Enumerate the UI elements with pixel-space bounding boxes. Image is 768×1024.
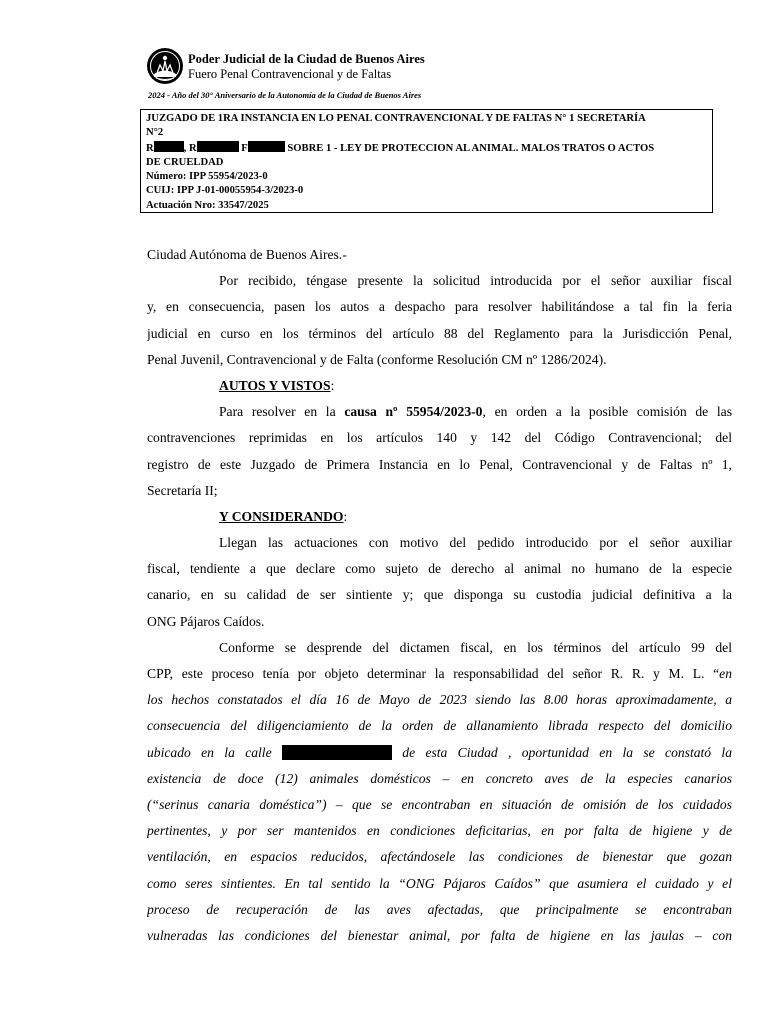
quoted-line: proceso de recuperación de las aves afectadas, que principalmente se encontraban bbox=[147, 901, 732, 917]
body-line: registro de este Juzgado de Primera Instancia en lo Penal, Contravencional y de Faltas nº 1, bbox=[147, 456, 732, 472]
case-number: Número: IPP 55954/2023-0 bbox=[146, 171, 268, 183]
quoted-text: en bbox=[719, 666, 732, 681]
redaction-bar bbox=[154, 141, 184, 152]
place-line: Ciudad Autónoma de Buenos Aires.- bbox=[147, 247, 347, 262]
institution-name: Poder Judicial de la Ciudad de Buenos Aires bbox=[188, 52, 425, 66]
text-run: ubicado en la calle bbox=[147, 744, 282, 760]
cuij-number: CUIJ: IPP J-01-00055954-3/2023-0 bbox=[146, 185, 304, 197]
body-line: Por recibido, téngase presente la solicitud introducida por el señor auxiliar fiscal bbox=[219, 273, 732, 289]
quoted-line: consecuencia del diligenciamiento de la orden de allanamiento librada respecto del domicilio bbox=[147, 718, 732, 734]
party-initial-1: R bbox=[146, 142, 154, 154]
body-line: Conforme se desprende del dictamen fiscal, en los términos del artículo 99 del bbox=[219, 639, 732, 655]
body-line bbox=[147, 661, 732, 687]
heading-colon: : bbox=[330, 377, 335, 393]
city-seal-icon bbox=[146, 47, 184, 85]
section-heading-considerando: Y CONSIDERANDO bbox=[219, 508, 344, 524]
redaction-bar bbox=[248, 141, 285, 152]
body-line: Penal Juvenil, Contravencional y de Falta (conforme Resolución CM nº 1286/2024). bbox=[147, 351, 607, 367]
autos-heading-line bbox=[147, 373, 732, 399]
body-line bbox=[147, 399, 732, 425]
body-line: Llegan las actuaciones con motivo del pedido introducido por el señor auxiliar bbox=[219, 535, 732, 551]
section-heading-autos: AUTOS Y VISTOS bbox=[219, 377, 331, 393]
body-line: fiscal, tendiente a que declare como sujeto de derecho al animal no humano de la especie bbox=[147, 561, 732, 577]
quoted-line bbox=[147, 740, 732, 766]
subject-line-1: SOBRE 1 - LEY DE PROTECCION AL ANIMAL. MALOS TRATOS O ACTOS bbox=[287, 142, 655, 154]
party-initial-2: , R bbox=[183, 142, 197, 154]
parties-line bbox=[146, 141, 707, 156]
body-line: Secretaría II; bbox=[147, 482, 218, 498]
quoted-line: vulneradas las condiciones del bienestar animal, por falta de higiene en las jaulas – con bbox=[147, 927, 732, 943]
redaction-bar bbox=[282, 745, 392, 760]
subject-line-2: DE CRUELDAD bbox=[146, 156, 224, 168]
text-run: , en orden a la posible comisión de las bbox=[482, 404, 732, 420]
body-line: ONG Pájaros Caídos. bbox=[147, 613, 265, 629]
body-line: contravenciones reprimidas en los artículos 140 y 142 del Código Contravencional; del bbox=[147, 430, 732, 446]
quoted-line: pertinentes, y por ser mantenidos en condiciones deficitarias, en por falta de higiene y de bbox=[147, 823, 732, 839]
body-line: judicial en curso en los términos del artículo 88 del Reglamento para la Jurisdicción Penal, bbox=[147, 325, 732, 341]
text-run: CPP, este proceso tenía por objeto determinar la responsabilidad del señor R. R. y M. L. “ bbox=[147, 666, 720, 681]
anniversary-motto: 2024 - Año del 30° Aniversario de la Autonomía de la Ciudad de Buenos Aires bbox=[148, 90, 422, 100]
court-line-2: N°2 bbox=[146, 127, 164, 139]
quoted-line: existencia de doce (12) animales domésticos – en concreto aves de la especies canarios bbox=[147, 770, 732, 786]
institution-subtitle: Fuero Penal Contravencional y de Faltas bbox=[188, 67, 392, 81]
actuacion-number: Actuación Nro: 33547/2025 bbox=[146, 199, 269, 211]
considerando-heading-line bbox=[147, 504, 732, 530]
party-initial-3: F bbox=[241, 142, 248, 154]
case-info-box bbox=[140, 109, 713, 213]
quoted-line: ventilación, en espacios reducidos, afectándosele las condiciones de bienestar que gozan bbox=[147, 849, 732, 865]
document-body bbox=[147, 242, 732, 949]
body-line: y, en consecuencia, pasen los autos a despacho para resolver habilitándose a tal fin la feria bbox=[147, 299, 732, 315]
quoted-line: como seres sintientes. En tal sentido la “ONG Pájaros Caídos” que asumiera el cuidado y el bbox=[147, 875, 732, 891]
heading-colon: : bbox=[343, 508, 348, 524]
text-run: Para resolver en la bbox=[219, 404, 345, 420]
quoted-line: los hechos constatados el día 16 de Mayo de 2023 siendo las 8.00 horas aproximadamente, a bbox=[147, 692, 732, 708]
body-line: canario, en su calidad de ser sintiente y; que disponga su custodia judicial definitiva a la bbox=[147, 587, 732, 603]
court-line-1: JUZGADO DE 1RA INSTANCIA EN LO PENAL CONTRAVENCIONAL Y DE FALTAS N° 1 SECRETARÍA bbox=[146, 113, 646, 124]
quoted-line: (“serinus canaria doméstica”) – que se encontraban en situación de omisión de los cuidados bbox=[147, 796, 732, 812]
case-reference: causa nº 55954/2023-0 bbox=[344, 404, 483, 420]
text-run: de esta Ciudad , oportunidad en la se constató la bbox=[391, 744, 732, 760]
redaction-bar bbox=[197, 141, 239, 152]
